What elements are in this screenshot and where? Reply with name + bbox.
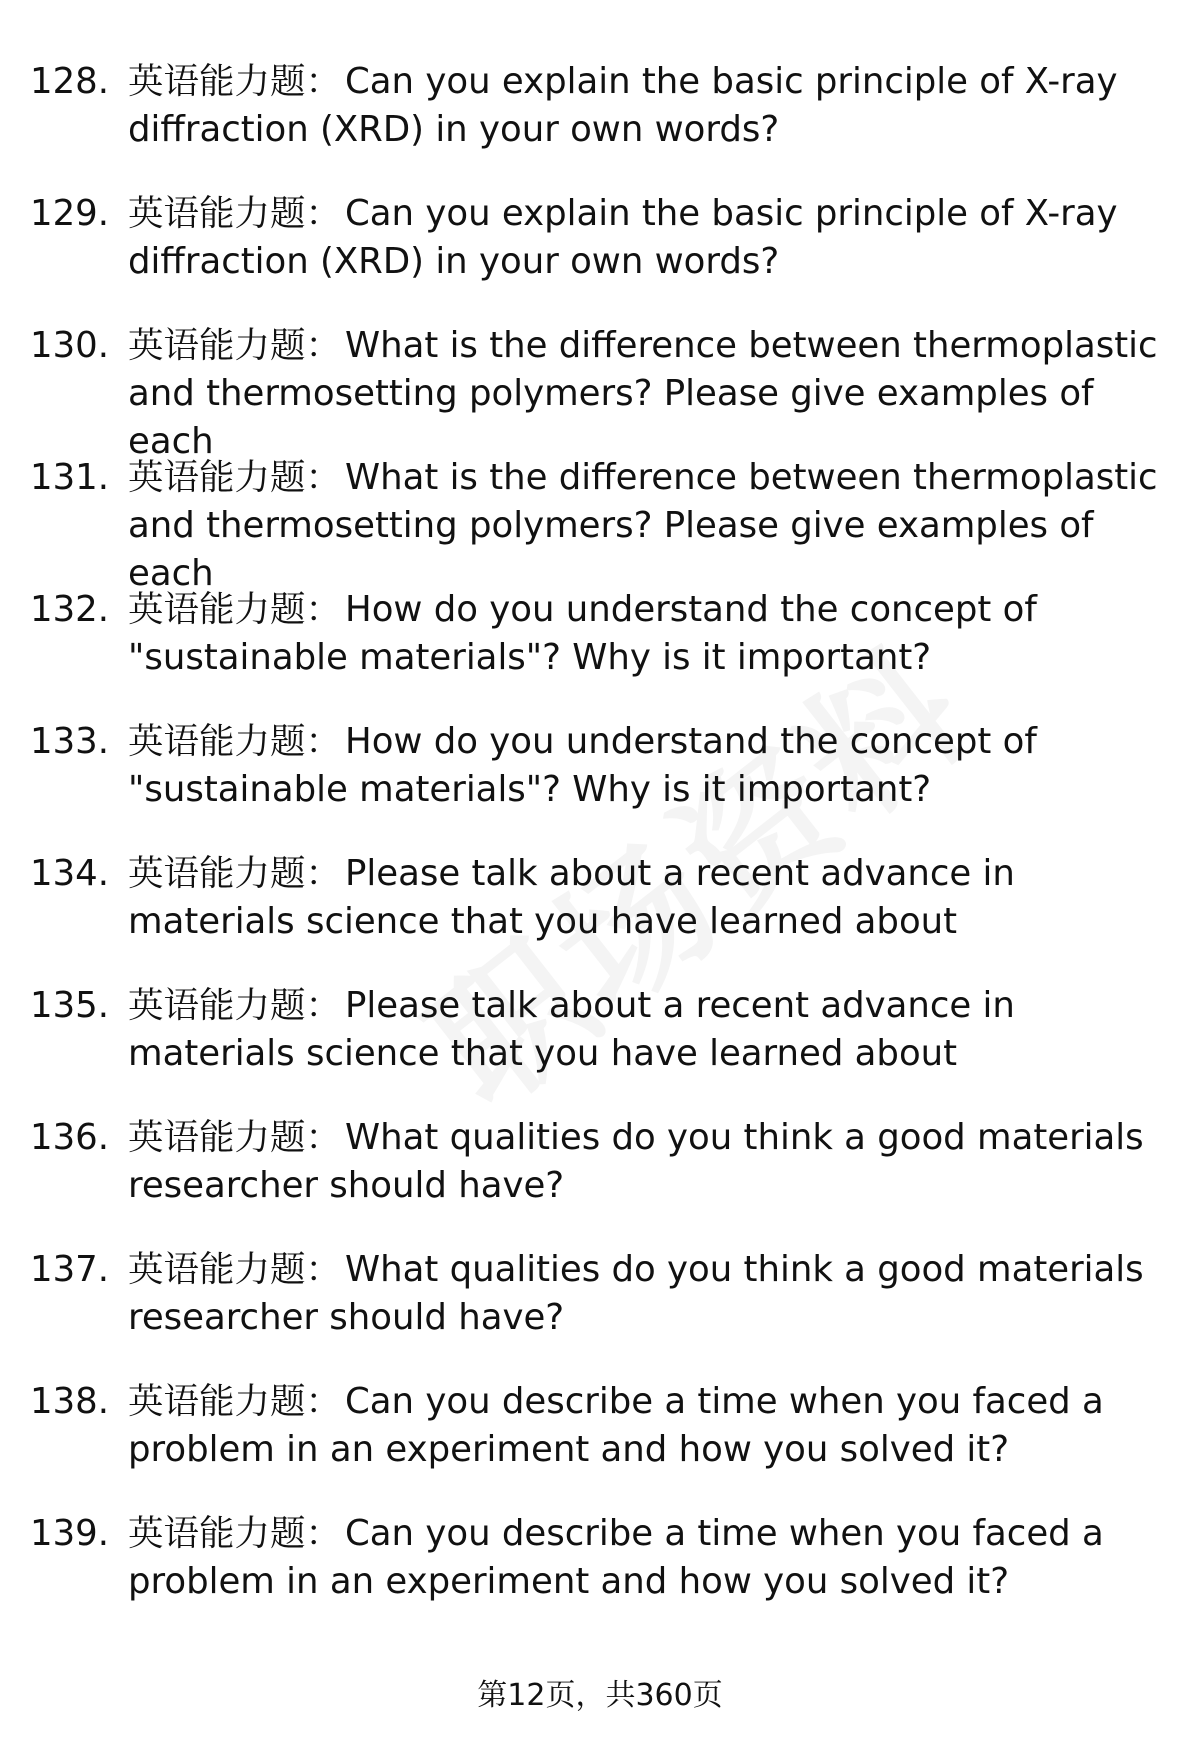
question-item	[30, 982, 1180, 1114]
question-body	[128, 454, 1180, 598]
question-text: How do you understand the concept of "sustainable materials"? Why is it important?	[128, 721, 1037, 810]
question-number: 137.	[30, 1249, 110, 1290]
question-text: Please talk about a recent advance in materials science that you have learned about	[128, 853, 1015, 942]
question-text: Can you describe a time when you faced a problem in an experiment and how you solved it?	[128, 1381, 1104, 1470]
question-text: What qualities do you think a good materials researcher should have?	[128, 1249, 1144, 1338]
question-category: 英语能力题：	[128, 853, 342, 894]
question-category: 英语能力题：	[128, 1249, 342, 1290]
question-list	[30, 58, 1180, 1642]
question-body	[128, 850, 1180, 946]
question-body	[128, 586, 1180, 682]
question-item	[30, 1114, 1180, 1246]
question-text: What qualities do you think a good materials researcher should have?	[128, 1117, 1144, 1206]
question-body	[128, 1246, 1180, 1342]
question-text: What is the difference between thermoplastic and thermosetting polymers? Please give examples of each	[128, 325, 1158, 462]
question-body	[128, 1114, 1180, 1210]
question-category: 英语能力题：	[128, 985, 342, 1026]
question-number: 133.	[30, 721, 110, 762]
question-text: How do you understand the concept of "sustainable materials"? Why is it important?	[128, 589, 1037, 678]
question-body	[128, 322, 1180, 466]
question-body	[128, 1378, 1180, 1474]
question-body	[128, 1510, 1180, 1606]
question-body	[128, 190, 1180, 286]
question-number: 136.	[30, 1117, 110, 1158]
question-item	[30, 850, 1180, 982]
question-number: 129.	[30, 193, 110, 234]
question-body	[128, 58, 1180, 154]
question-number: 128.	[30, 61, 110, 102]
question-item	[30, 1510, 1180, 1642]
question-category: 英语能力题：	[128, 721, 342, 762]
question-category: 英语能力题：	[128, 325, 342, 366]
question-number: 132.	[30, 589, 110, 630]
question-text: Can you explain the basic principle of X-ray diffraction (XRD) in your own words?	[128, 61, 1118, 150]
question-item	[30, 190, 1180, 322]
question-item	[30, 718, 1180, 850]
question-category: 英语能力题：	[128, 193, 342, 234]
question-item	[30, 1246, 1180, 1378]
question-category: 英语能力题：	[128, 589, 342, 630]
question-category: 英语能力题：	[128, 1513, 342, 1554]
question-category: 英语能力题：	[128, 1381, 342, 1422]
question-item	[30, 58, 1180, 190]
question-item	[30, 454, 1180, 594]
question-item	[30, 586, 1180, 718]
question-category: 英语能力题：	[128, 61, 342, 102]
question-number: 139.	[30, 1513, 110, 1554]
question-category: 英语能力题：	[128, 1117, 342, 1158]
question-text: Please talk about a recent advance in materials science that you have learned about	[128, 985, 1015, 1074]
page-number-label: 第12页，共360页	[477, 1678, 723, 1713]
page-footer	[0, 1676, 1200, 1716]
question-item	[30, 322, 1180, 462]
question-number: 135.	[30, 985, 110, 1026]
question-category: 英语能力题：	[128, 457, 342, 498]
question-number: 131.	[30, 457, 110, 498]
question-text: What is the difference between thermoplastic and thermosetting polymers? Please give examples of each	[128, 457, 1158, 594]
question-text: Can you explain the basic principle of X-ray diffraction (XRD) in your own words?	[128, 193, 1118, 282]
question-number: 130.	[30, 325, 110, 366]
question-body	[128, 982, 1180, 1078]
question-item	[30, 1378, 1180, 1510]
question-number: 134.	[30, 853, 110, 894]
question-body	[128, 718, 1180, 814]
question-text: Can you describe a time when you faced a problem in an experiment and how you solved it?	[128, 1513, 1104, 1602]
question-number: 138.	[30, 1381, 110, 1422]
